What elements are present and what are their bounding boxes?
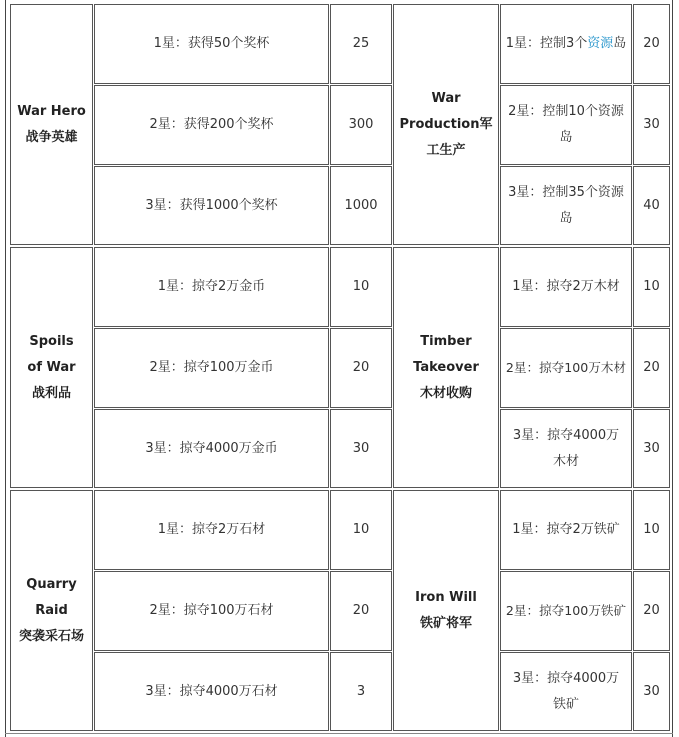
table-row: 2星：掠夺100万金币: [94, 328, 329, 408]
achievement-name-war-production: [393, 4, 499, 245]
table-row: 1星：控制3个资源岛: [500, 4, 632, 84]
achievement-name-mixed: Production军: [399, 116, 493, 132]
points-value: 10: [633, 247, 670, 327]
table-row: 1星：掠夺2万石材: [94, 490, 329, 570]
points-value: 20: [330, 328, 392, 408]
table-row: 1星：掠夺2万木材: [500, 247, 632, 327]
table-left-edge: [5, 0, 6, 737]
table-row: 2星：获得200个奖杯: [94, 85, 329, 165]
achievement-name-timber-takeover: Timber Takeover 木材收购: [393, 247, 499, 488]
table-right-edge: [672, 0, 673, 737]
table-row: 3星：控制35个资源岛: [500, 166, 632, 245]
points-value: 3: [330, 652, 392, 731]
table-row: 3星：掠夺4000万金币: [94, 409, 329, 488]
resource-link[interactable]: 资源: [587, 36, 614, 51]
achievement-name-quarry-raid: Quarry Raid 突袭采石场: [10, 490, 93, 731]
achievement-name-en: War: [431, 90, 461, 106]
points-value: 30: [633, 652, 670, 731]
points-value: 20: [633, 328, 670, 408]
table-row: 1星：获得50个奖杯: [94, 4, 329, 84]
points-value: 25: [330, 4, 392, 84]
achievement-name-iron-will: Iron Will 铁矿将军: [393, 490, 499, 731]
table-row: 3星：获得1000个奖杯: [94, 166, 329, 245]
table-row: 3星：掠夺4000万石材: [94, 652, 329, 731]
table-row: 2星：掠夺100万木材: [500, 328, 632, 408]
achievement-name-spoils-of-war: Spoils of War 战利品: [10, 247, 93, 488]
points-value: 30: [330, 409, 392, 488]
table-row: 1星：掠夺2万铁矿: [500, 490, 632, 570]
points-value: 1000: [330, 166, 392, 245]
points-value: 30: [633, 85, 670, 165]
achievement-name-zh: 工生产: [426, 142, 466, 158]
achievement-name-war-hero: War Hero 战争英雄: [10, 4, 93, 245]
points-value: 300: [330, 85, 392, 165]
points-value: 30: [633, 409, 670, 488]
table-row: 2星：掠夺100万铁矿: [500, 571, 632, 651]
table-row: 1星：掠夺2万金币: [94, 247, 329, 327]
table-row: 2星：掠夺100万石材: [94, 571, 329, 651]
points-value: 10: [633, 490, 670, 570]
points-value: 40: [633, 166, 670, 245]
points-value: 20: [330, 571, 392, 651]
table-bottom-divider: [5, 733, 673, 734]
points-value: 20: [633, 571, 670, 651]
table-row: 3星：掠夺4000万铁矿: [500, 652, 632, 731]
points-value: 20: [633, 4, 670, 84]
points-value: 10: [330, 490, 392, 570]
table-row: 3星：掠夺4000万木材: [500, 409, 632, 488]
table-row: 2星：控制10个资源岛: [500, 85, 632, 165]
points-value: 10: [330, 247, 392, 327]
